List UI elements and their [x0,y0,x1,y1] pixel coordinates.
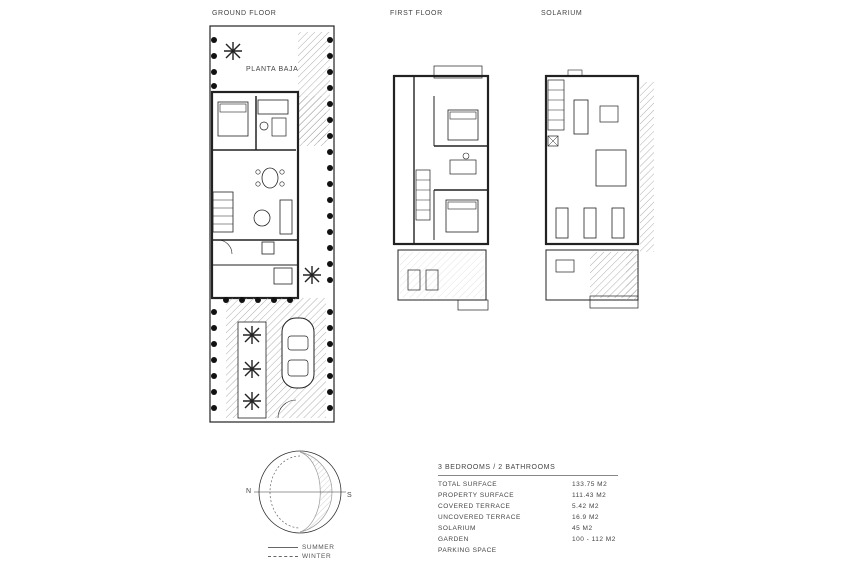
spec-label: COVERED TERRACE [438,503,511,510]
spec-value: 16.9 M2 [572,514,599,521]
legend-winter [268,553,331,560]
spec-row [438,523,618,534]
spec-value: 100 - 112 M2 [572,536,616,543]
solarium-title: SOLARIUM [541,10,583,17]
first-floor-plan [394,66,488,310]
spec-row [438,512,618,523]
spec-label: GARDEN [438,536,469,543]
spec-row [438,545,618,556]
planta-baja-label: PLANTA BAJA [246,66,299,73]
north-label: N [246,488,252,495]
specs-heading: 3 BEDROOMS / 2 BATHROOMS [438,464,618,476]
first-floor-title: FIRST FLOOR [390,10,443,17]
spec-row [438,501,618,512]
ground-floor-plan [210,26,334,422]
spec-label: UNCOVERED TERRACE [438,514,521,521]
spec-label: TOTAL SURFACE [438,481,498,488]
spec-row [438,534,618,545]
spec-label: PARKING SPACE [438,547,497,554]
spec-value: 5.42 M2 [572,503,599,510]
specs-table [438,464,618,556]
spec-row [438,490,618,501]
spec-value: 111.43 M2 [572,492,607,499]
ground-floor-title: GROUND FLOOR [212,10,277,17]
legend-winter-label: WINTER [302,553,332,560]
legend-summer [268,544,335,551]
spec-value: 133.75 M2 [572,481,608,488]
sun-path-diagram [254,451,346,533]
summer-line [268,547,298,548]
south-label: S [347,492,353,499]
legend-summer-label: SUMMER [302,544,335,551]
spec-label: SOLARIUM [438,525,476,532]
spec-label: PROPERTY SURFACE [438,492,515,499]
winter-line [268,556,298,557]
solarium-plan [546,70,654,308]
spec-value: 45 M2 [572,525,593,532]
spec-row [438,479,618,490]
